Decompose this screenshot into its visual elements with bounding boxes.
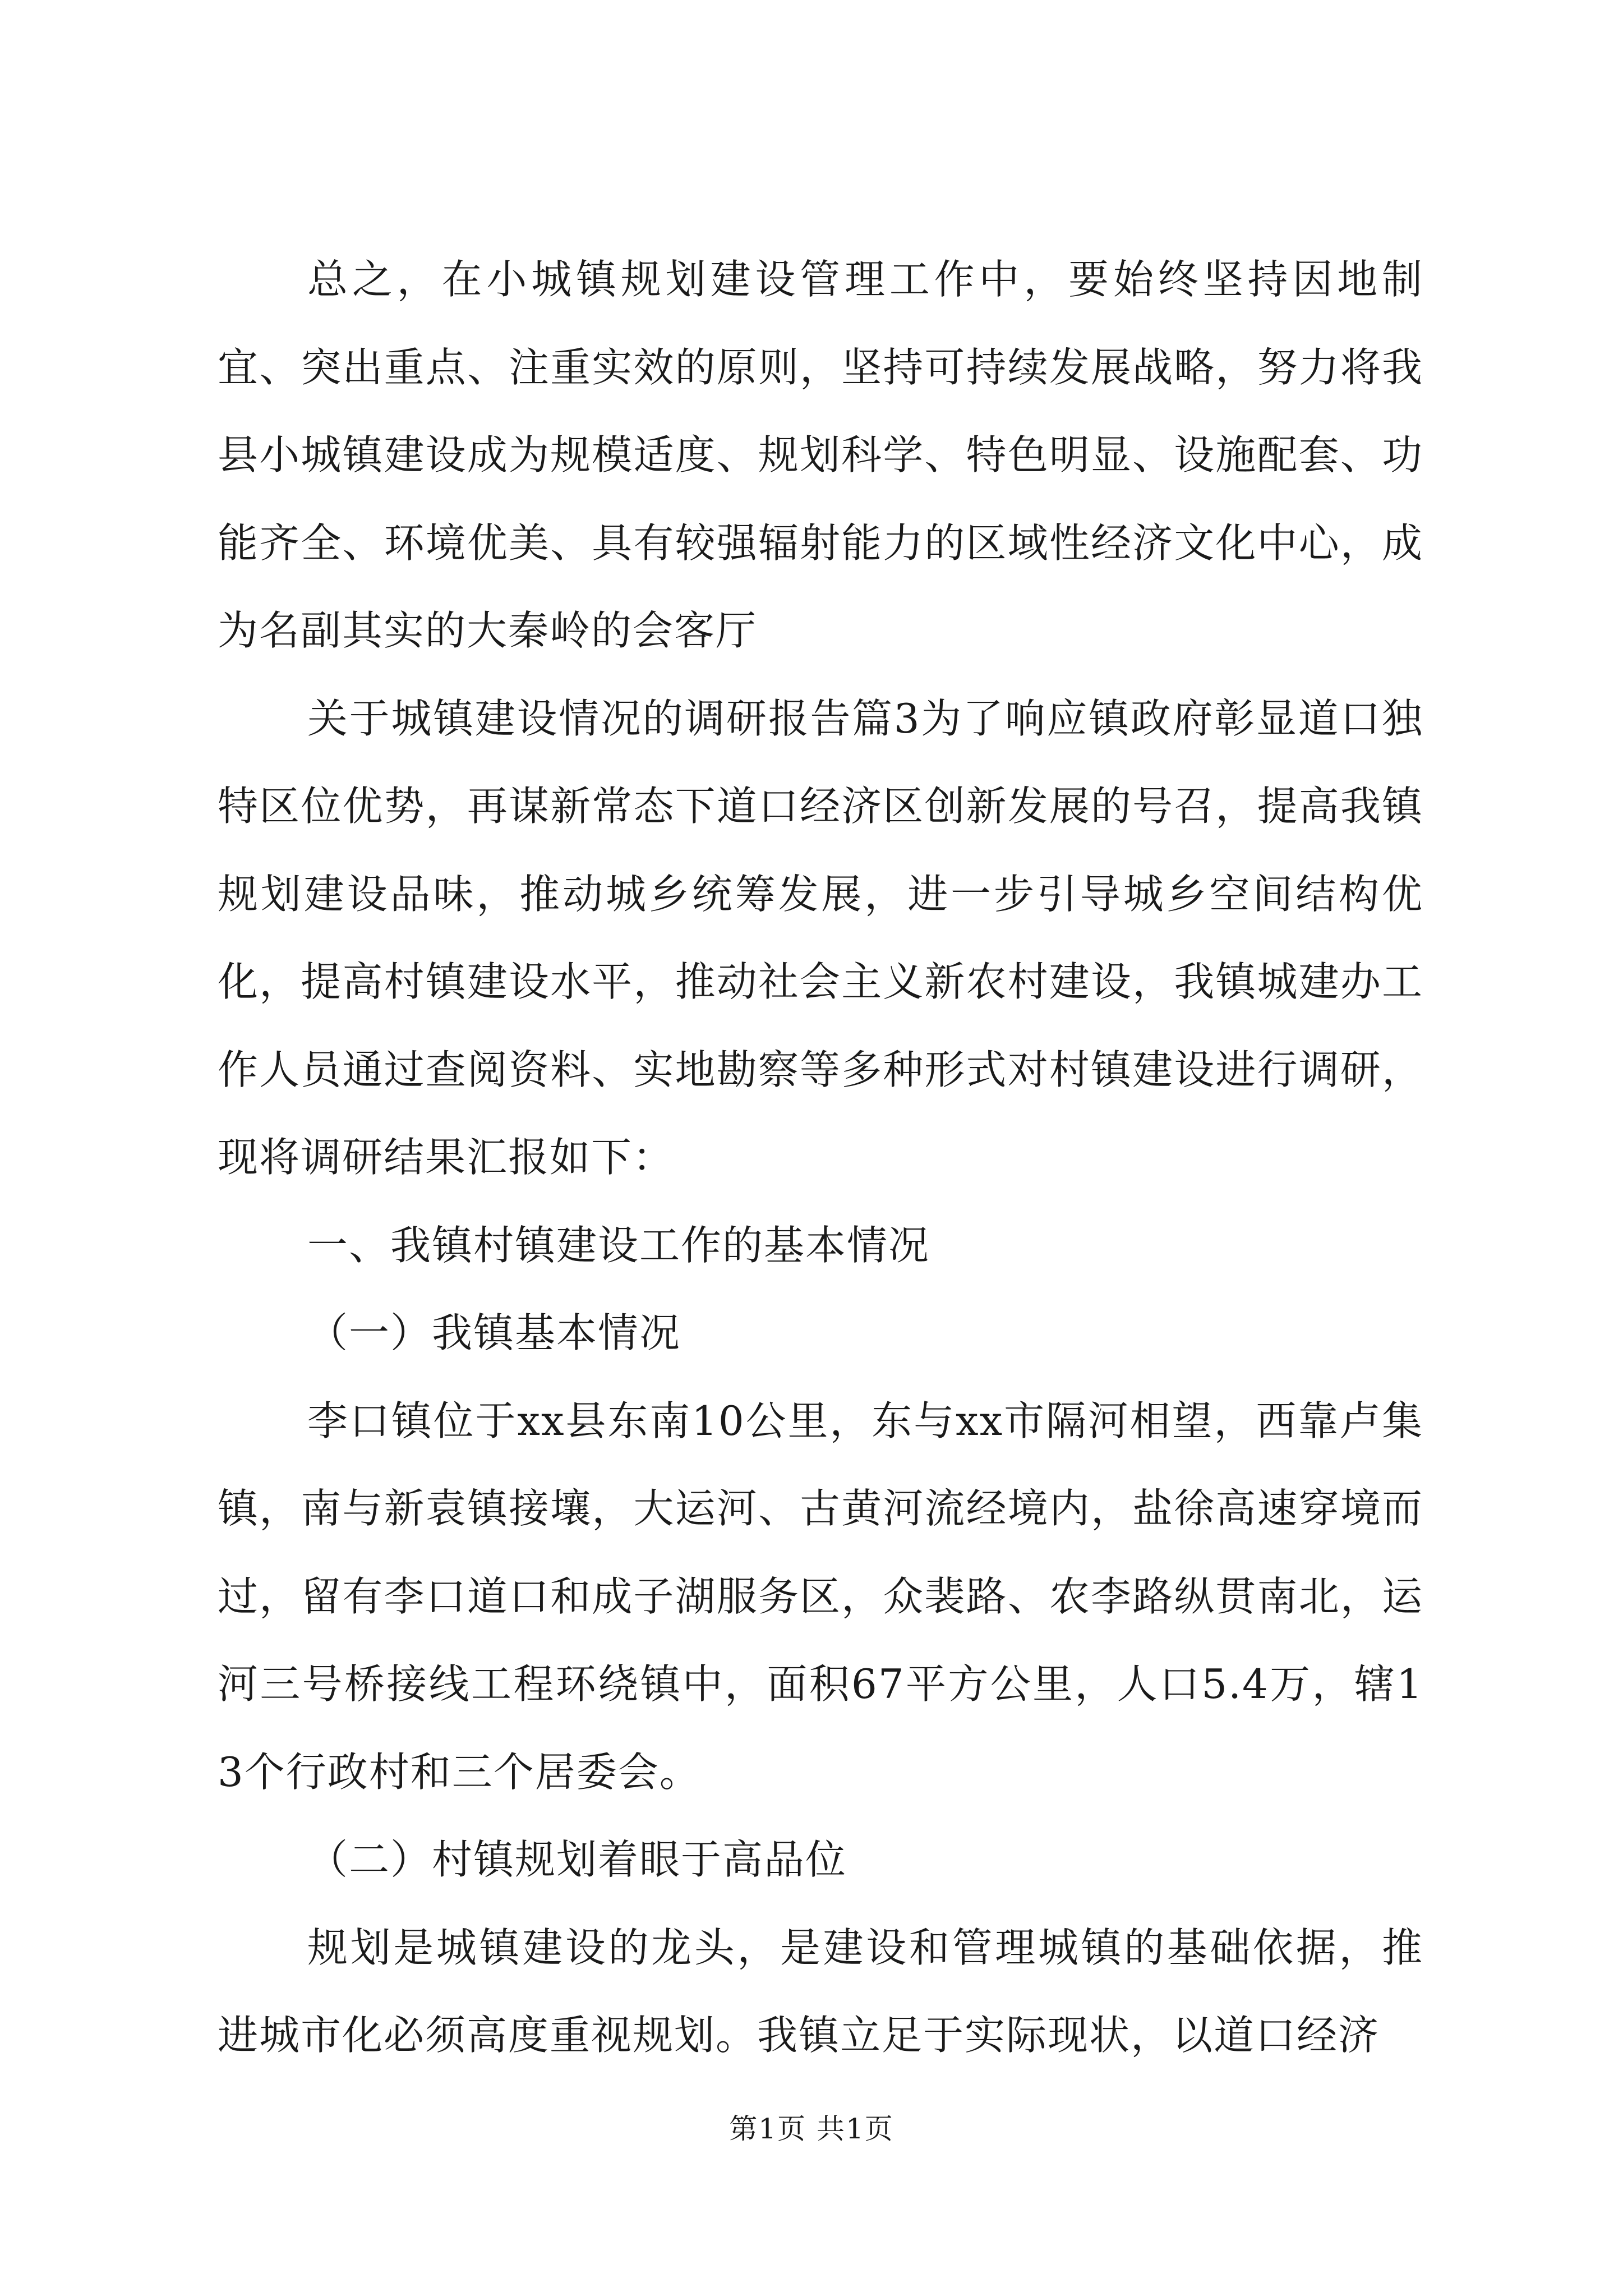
paragraph-town-overview: 李口镇位于xx县东南10公里，东与xx市隔河相望，西靠卢集镇，南与新袁镇接壤，大运河、古黄河流经境内，盐徐高速穿境而过，留有李口道口和成子湖服务区，众裴路、农李路纵贯南北，运河三号桥接线工程环绕镇中，面积67平方公里，人口5.4万，辖13个行政村和三个居委会。 — [218, 1397, 1423, 1796]
paragraph-report-intro: 关于城镇建设情况的调研报告篇3为了响应镇政府彰显道口独特区位优势，再谋新常态下道口经济区创新发展的号召，提高我镇规划建设品味，推动城乡统筹发展，进一步引导城乡空间结构优化，提高村镇建设水平，推动社会主义新农村建设，我镇城建办工作人员通过查阅资料、实地勘察等多种形式对村镇建设进行调研，现将调研结果汇报如下： — [218, 694, 1423, 1181]
page-number-label: 第1页 共1页 — [729, 2113, 894, 2145]
section-heading-basic-situation: 一、我镇村镇建设工作的基本情况 — [307, 1221, 930, 1269]
paragraph-planning: 规划是城镇建设的龙头，是建设和管理城镇的基础依据，推进城市化必须高度重视规划。我镇立足于实际现状，以道口经济 — [218, 1924, 1423, 2059]
document-body — [218, 236, 1423, 2079]
subsection-heading-planning: （二）村镇规划着眼于高品位 — [307, 1836, 847, 1883]
paragraph-summary: 总之，在小城镇规划建设管理工作中，要始终坚持因地制宜、突出重点、注重实效的原则，坚持可持续发展战略，努力将我县小城镇建设成为规模适度、规划科学、特色明显、设施配套、功能齐全、环境优美、具有较强辐射能力的区域性经济文化中心，成为名副其实的大秦岭的会客厅 — [218, 256, 1423, 654]
subsection-heading-town-overview: （一）我镇基本情况 — [307, 1309, 681, 1356]
page-footer — [0, 2106, 1623, 2147]
